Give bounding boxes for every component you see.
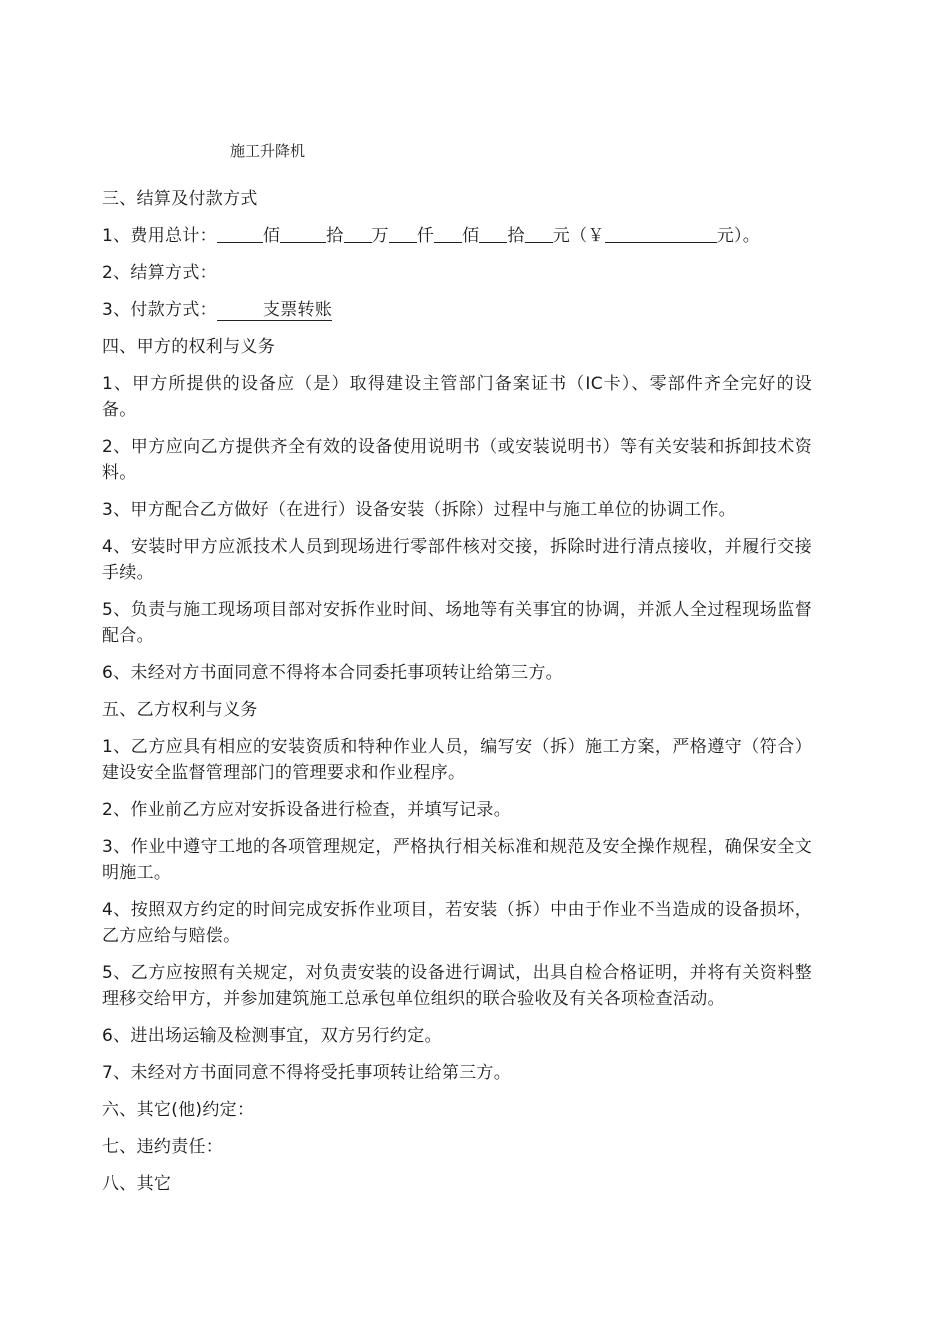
unit-wan: 万	[371, 226, 389, 246]
sec5-item: 5、乙方应按照有关规定，对负责安装的设备进行调试，出具自检合格证明，并将有关资料整理移交给甲方，并参加建筑施工总承包单位组织的联合验收及有关各项检查活动。	[102, 963, 812, 1009]
fee-blank	[434, 224, 462, 243]
payment-method: 支票转账	[262, 300, 333, 320]
sec4-item: 1、甲方所提供的设备应（是）取得建设主管部门备案证书（IC卡）、零部件齐全完好的设备。	[102, 374, 812, 420]
unit-shi: 拾	[507, 226, 525, 246]
fee-amount-blank	[605, 224, 717, 243]
sec5-item: 3、作业中遵守工地的各项管理规定，严格执行相关标准和规范及安全操作规程，确保安全文明施工。	[102, 837, 812, 883]
sec5-item: 7、未经对方书面同意不得将受托事项转让给第三方。	[102, 1063, 512, 1083]
sec5-item: 6、进出场运输及检测事宜，双方另行约定。	[102, 1026, 442, 1046]
contract-body	[102, 186, 812, 1208]
fee-label: 1、费用总计：	[102, 226, 217, 246]
unit-shi: 拾	[326, 226, 344, 246]
section-8-heading: 八、其它	[102, 1174, 172, 1194]
section-4-heading: 四、甲方的权利与义务	[102, 337, 275, 357]
unit-bai: 佰	[262, 226, 281, 246]
payment-label: 3、付款方式：	[102, 300, 217, 320]
fee-blank	[525, 224, 553, 243]
sec4-item: 5、负责与施工现场项目部对安拆作业时间、场地等有关事宜的协调，并派人全过程现场监督配合。	[102, 600, 812, 646]
section-7-heading: 七、违约责任：	[102, 1137, 224, 1157]
sec5-item: 1、乙方应具有相应的安装资质和特种作业人员，编写安（拆）施工方案，严格遵守（符合）建设安全监督管理部门的管理要求和作业程序。	[102, 737, 812, 783]
fee-total-line	[102, 223, 812, 249]
sec4-item: 2、甲方应向乙方提供齐全有效的设备使用说明书（或安装说明书）等有关安装和拆卸技术资料。	[102, 437, 812, 483]
fee-blank	[479, 224, 507, 243]
payment-value	[217, 300, 332, 321]
unit-yuan: 元（￥	[552, 226, 605, 246]
equipment-name: 施工升降机	[230, 142, 306, 160]
unit-qian: 仟	[416, 226, 435, 246]
section-6-heading: 六、其它(他)约定：	[102, 1100, 255, 1120]
sec4-item: 6、未经对方书面同意不得将本合同委托事项转让给第三方。	[102, 663, 563, 683]
sec5-item: 4、按照双方约定的时间完成安拆作业项目，若安装（拆）中由于作业不当造成的设备损坏，乙方应给与赔偿。	[102, 900, 812, 946]
fee-blank	[217, 224, 263, 243]
settlement-line: 2、结算方式：	[102, 263, 217, 283]
sec5-item: 2、作业前乙方应对安拆设备进行检查，并填写记录。	[102, 800, 512, 820]
unit-bai: 佰	[462, 226, 480, 246]
section-5-heading: 五、乙方权利与义务	[102, 700, 258, 720]
fee-blank	[344, 224, 372, 243]
sec4-item: 3、甲方配合乙方做好（在进行）设备安装（拆除）过程中与施工单位的协调工作。	[102, 500, 736, 520]
sec4-item: 4、安装时甲方应派技术人员到现场进行零部件核对交接，拆除时进行清点接收，并履行交接手续。	[102, 537, 812, 583]
payment-line	[102, 297, 812, 323]
fee-blank	[389, 224, 417, 243]
section-3-heading: 三、结算及付款方式	[102, 189, 258, 209]
fee-blank	[280, 224, 326, 243]
unit-yuan-end: 元）。	[716, 226, 761, 246]
